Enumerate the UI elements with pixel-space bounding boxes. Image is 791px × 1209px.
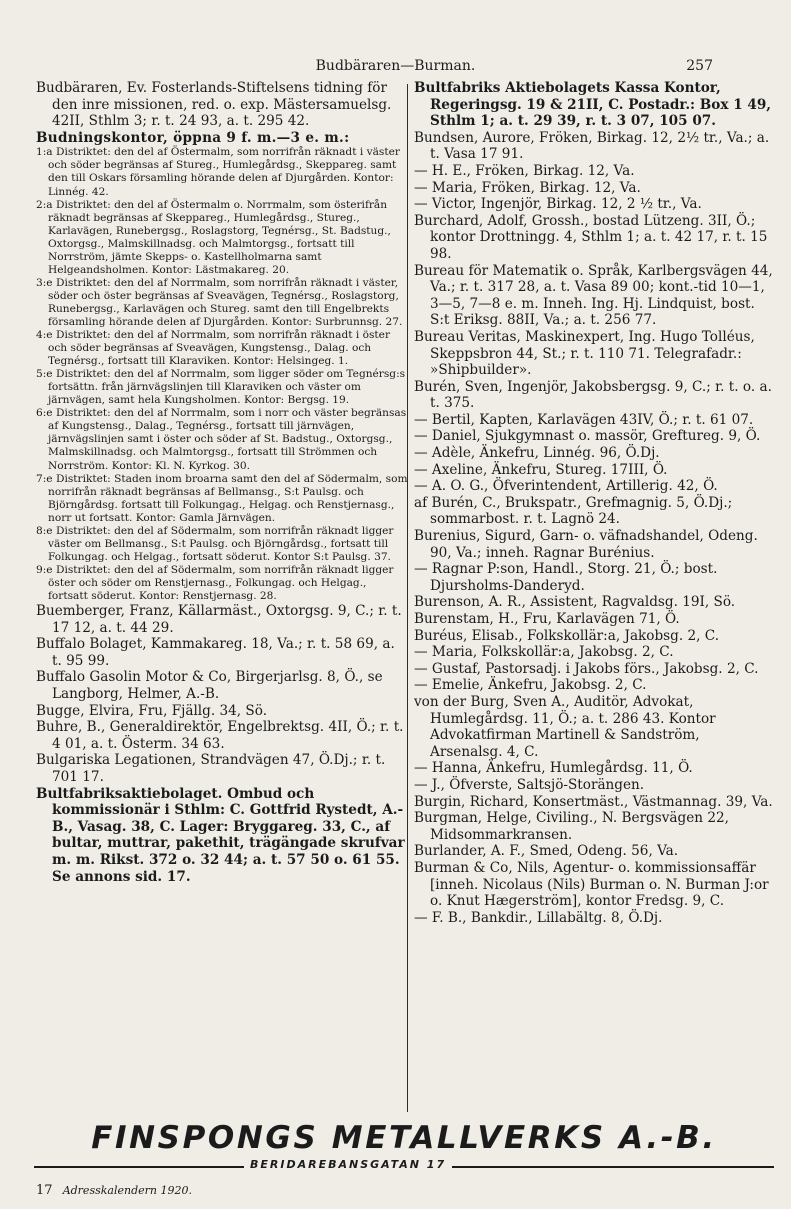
directory-entry: — Axeline, Änkefru, Stureg. 17III, Ö. bbox=[414, 461, 668, 478]
directory-entry: — Victor, Ingenjör, Birkag. 12, 2 ½ tr., Va. bbox=[414, 196, 702, 213]
running-title: Budbäraren—Burman. bbox=[315, 58, 476, 74]
directory-entry: Buemberger, Franz, Källarmäst., Oxtorgsg. 9, C.; r. t. 17 12, a. t. 44 29. bbox=[36, 603, 402, 636]
left-column bbox=[36, 80, 408, 1118]
directory-entry: Bureau för Matematik o. Språk, Karlbergsvägen 44, Va.; r. t. 317 28, a. t. Vasa 89 00; kont.-tid 10—1, 3—5, 7—8 e. m. Inneh. Ing. Hj. Lindquist, bost. S:t Eriksg. 88II, Va.; a. t. 256 77. bbox=[414, 262, 773, 329]
directory-entry: Buhre, B., Generaldirektör, Engelbrektsg. 4II, Ö.; r. t. 4 01, a. t. Österm. 34 63. bbox=[36, 719, 404, 752]
directory-entry: Buréus, Elisab., Folkskollär:a, Jakobsg. 2, C. bbox=[414, 627, 720, 644]
directory-entry: Burman & Co, Nils, Agentur- o. kommissionsaffär [inneh. Nicolaus (Nils) Burman o. N. Burman J:or o. Knut Hægerström], kontor Fredsg. 9, C. bbox=[414, 859, 769, 910]
directory-entry: Bultfabriks Aktiebolagets Kassa Kontor, Regeringsg. 19 & 21II, C. Postadr.: Box 1 49, Sthlm 1; a. t. 29 39, r. t. 3 07, 105 07. bbox=[414, 80, 772, 130]
advertisement-address: BERIDAREBANSGATAN 17 bbox=[244, 1158, 452, 1171]
directory-entry: 5:e Distriktet: den del af Norrmalm, som ligger söder om Tegnérsg:s fortsättn. från järnvägslinjen till Klaraviken och väster om järnvägen, samt hela Kungsholmen. Kontor: Bergsg. 19. bbox=[36, 368, 406, 407]
advertisement-address-line bbox=[34, 1158, 774, 1176]
directory-entry: — Hanna, Änkefru, Humlegårdsg. 11, Ö. bbox=[414, 760, 693, 777]
directory-entry: Burgman, Helge, Civiling., N. Bergsvägen 22, Midsommarkransen. bbox=[414, 810, 729, 843]
directory-entry: Buffalo Bolaget, Kammakareg. 18, Va.; r. t. 58 69, a. t. 95 99. bbox=[36, 636, 395, 669]
directory-entry: 6:e Distriktet: den del af Norrmalm, som i norr och väster begränsas af Kungstensg., Dalag., Tegnérsg., fortsatt till järnvägen, järnvägslinjen samt i öster och söder af St. Badstug., Oxtorgsg., Malmskillnadsg. och Malmtorgsg., fortsatt till Strömmen och Norrström. Kontor: Kl. N. Kyrkog. 30. bbox=[36, 407, 407, 472]
directory-entry: Bultfabriksaktiebolaget. Ombud och kommissionär i Sthlm: C. Gottfrid Rystedt, A.-B., Vasag. 38, C. Lager: Bryggareg. 33, C., af bultar, muttrar, pakethit, trägängade skrufvar m. m. Rikst. 372 o. 32 44; a. t. 57 50 o. 61 55. Se annons sid. 17. bbox=[36, 785, 405, 885]
directory-entry: 1:a Distriktet: den del af Östermalm, som norrifrån räknadt i väster och söder begränsas af Stureg., Humlegårdsg., Skeppareg. samt den till Oskars församling hörande delen af Djurgården. Kontor: Linnég. 42. bbox=[36, 146, 400, 198]
directory-entry: — F. B., Bankdir., Lillabältg. 8, Ö.Dj. bbox=[414, 909, 663, 926]
directory-entry: — J., Öfverste, Saltsjö-Storängen. bbox=[414, 776, 645, 793]
directory-entry: Burenstam, H., Fru, Karlavägen 71, Ö. bbox=[414, 611, 680, 627]
directory-entry: — H. E., Fröken, Birkag. 12, Va. bbox=[414, 162, 635, 179]
page-number: 257 bbox=[686, 58, 713, 74]
directory-entry: Buffalo Gasolin Motor & Co, Birgerjarlsg. 8, Ö., se Langborg, Helmer, A.-B. bbox=[36, 669, 383, 702]
right-column bbox=[414, 80, 776, 1118]
directory-entry: Burchard, Adolf, Grossh., bostad Lützeng. 3II, Ö.; kontor Drottningg. 4, Sthlm 1; a. t. 42 17, r. t. 15 98. bbox=[414, 212, 768, 262]
directory-entry: — Bertil, Kapten, Karlavägen 43IV, Ö.; r. t. 61 07. bbox=[414, 411, 754, 428]
directory-entry: 8:e Distriktet: den del af Södermalm, som norrifrån räknadt ligger väster om Bellmansg., S:t Paulsg. och Björngårdsg., fortsatt till Folkungag. och Helgag., fortsatt söderut. Kontor S:t Paulsg. 37. bbox=[36, 524, 394, 563]
directory-entry: 9:e Distriktet: den del af Södermalm, som norrifrån räknadt ligger öster och söder om Renstjernasg., Folkungag. och Helgag., fortsatt söderut. Kontor: Renstjernasg. 28. bbox=[36, 563, 394, 602]
directory-entry: Burén, Sven, Ingenjör, Jakobsbergsg. 9, C.; r. t. o. a. t. 375. bbox=[414, 378, 772, 412]
directory-entry: Budningskontor, öppna 9 f. m.—3 e. m.: bbox=[36, 129, 350, 146]
directory-entry: — Gustaf, Pastorsadj. i Jakobs förs., Jakobsg. 2, C. bbox=[414, 660, 759, 677]
directory-entry: — Emelie, Änkefru, Jakobsg. 2, C. bbox=[414, 677, 647, 694]
directory-entry: Budbäraren, Ev. Fosterlands-Stiftelsens tidning för den inre missionen, red. o. exp. Mästersamuelsg. 42II, Sthlm 3; r. t. 24 93, a. t. 295 42. bbox=[36, 80, 392, 130]
directory-entry: af Burén, C., Brukspatr., Grefmagnig. 5, Ö.Dj.; sommarbost. r. t. Lagnö 24. bbox=[414, 494, 733, 528]
directory-entry: — Adèle, Änkefru, Linnég. 96, Ö.Dj. bbox=[414, 445, 660, 462]
directory-entry: Burlander, A. F., Smed, Odeng. 56, Va. bbox=[414, 843, 679, 860]
directory-entry: — Maria, Fröken, Birkag. 12, Va. bbox=[414, 179, 641, 196]
directory-entry: 2:a Distriktet: den del af Östermalm o. Norrmalm, som österifrån räknadt begränsas af Skeppareg., Humlegårdsg., Stureg., Karlavägen, Runebergsg., Roslagstorg, Tegnérsg., St. Badstug., Oxtorgsg., Malmskillnadsg. och Malmtorgsg., fortsatt till Norrström, jämte Skepps- o. Kastellholmarna samt Helgeandsholmen. Kontor: Lästmakareg. 20. bbox=[36, 198, 391, 276]
directory-entry: Bugge, Elvira, Fru, Fjällg. 34, Sö. bbox=[36, 702, 268, 719]
directory-entry: — A. O. G., Öfverintendent, Artillerig. 42, Ö. bbox=[414, 478, 718, 495]
directory-entry: 4:e Distriktet: den del af Norrmalm, som norrifrån räknadt i öster och söder begränsas af Sveavägen, Kungstensg., Dalag. och Tegnérsg., fortsatt till Klaraviken. Kontor: Helsingeg. 1. bbox=[36, 329, 391, 368]
page-footer bbox=[36, 1183, 192, 1198]
directory-entry: 3:e Distriktet: den del af Norrmalm, som norrifrån räknadt i väster, söder och öster begränsas af Sveavägen, Tegnérsg., Roslagstorg, Runebergsg., Karlavägen och Stureg. samt den till Engelbrekts församling hörande delen af Djurgården. Kontor: Surbrunnsg. 27. bbox=[36, 276, 403, 328]
advertisement-company: FINSPONGS METALLVERKS A.-B. bbox=[91, 1120, 717, 1156]
directory-entry: Burenius, Sigurd, Garn- o. väfnadshandel, Odeng. 90, Va.; inneh. Ragnar Burénius. bbox=[414, 528, 758, 561]
directory-entry: — Maria, Folkskollär:a, Jakobsg. 2, C. bbox=[414, 644, 674, 661]
directory-entry: — Daniel, Sjukgymnast o. massör, Greftureg. 9, Ö. bbox=[414, 428, 761, 445]
directory-entry: Burgin, Richard, Konsertmäst., Västmannag. 39, Va. bbox=[414, 793, 773, 810]
directory-entry: Bulgariska Legationen, Strandvägen 47, Ö.Dj.; r. t. 701 17. bbox=[36, 752, 386, 785]
advertisement bbox=[34, 1120, 774, 1184]
directory-entry: Burenson, A. R., Assistent, Ragvaldsg. 19I, Sö. bbox=[414, 594, 736, 611]
directory-entry: Bureau Veritas, Maskinexpert, Ing. Hugo Tolléus, Skeppsbron 44, St.; r. t. 110 71. Telegrafadr.: »Shipbuilder». bbox=[414, 328, 755, 379]
footer-label: Adresskalendern 1920. bbox=[62, 1184, 192, 1197]
directory-entry: Bundsen, Aurore, Fröken, Birkag. 12, 2½ tr., Va.; a. t. Vasa 17 91. bbox=[414, 129, 770, 163]
footer-page-mark: 17 bbox=[36, 1183, 53, 1198]
directory-entry: von der Burg, Sven A., Auditör, Advokat, Humlegårdsg. 11, Ö.; a. t. 286 43. Kontor Advokatfirman Martinell & Sandström, Arsenalsg. 4, C. bbox=[414, 693, 716, 760]
page-header bbox=[0, 58, 791, 80]
directory-entry: 7:e Distriktet: Staden inom broarna samt den del af Södermalm, som norrifrån räknadt begränsas af Bellmansg., S:t Paulsg. och Björngårdsg. fortsatt till Folkungag., Helgag. och Renstjernasg., norr ut fortsatt. Kontor: Gamla Järnvägen. bbox=[36, 472, 408, 524]
directory-entry: — Ragnar P:son, Handl., Storg. 21, Ö.; bost. Djursholms-Danderyd. bbox=[414, 561, 718, 594]
